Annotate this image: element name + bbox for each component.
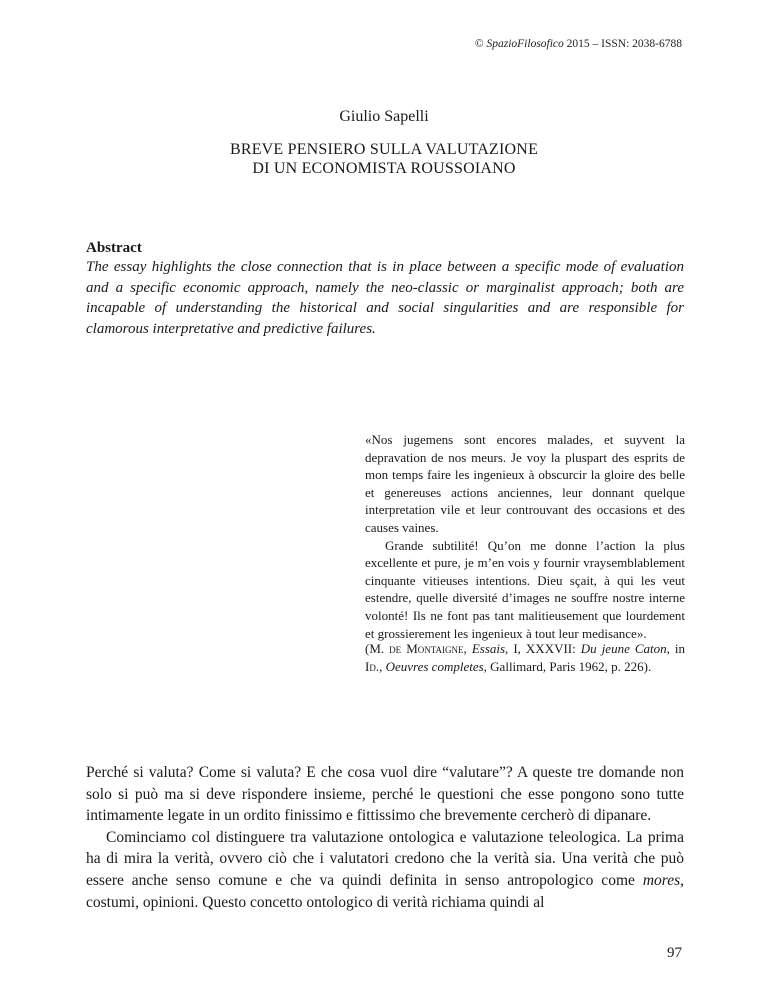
citation-tail: , Gallimard, Paris 1962, p. 226).: [483, 658, 652, 674]
journal-header: [475, 38, 682, 50]
body-paragraph-2: [86, 827, 684, 913]
page-number: 97: [667, 945, 682, 961]
article-body: [86, 762, 684, 913]
copyright-symbol: ©: [474, 38, 484, 50]
author-name: Giulio Sapelli: [339, 108, 429, 125]
body-paragraph-2-italic: mores: [642, 871, 681, 889]
journal-name: SpazioFilosofico: [486, 38, 564, 50]
citation-in: , in: [666, 641, 686, 656]
body-paragraph-1: Perché si valuta? Come si valuta? E che cosa vuol dire “valutare”? A queste tre domande non solo si può ma si deve rispondere insieme, perché le questioni che esse pongono sono tutte intimamente legate in un ordito finissimo e fittissimo che brevemente cercherò di dipanare.: [86, 764, 684, 825]
citation-collection: Oeuvres completes: [385, 658, 484, 674]
epigraph-quote: [365, 431, 685, 642]
citation-sep-1: ,: [463, 641, 467, 656]
body-paragraph-2-start: Cominciamo col distinguere tra valutazione ontologica e valutazione teleologica. La prima ha di mira la verità, ovvero ciò che i valutatori credono che la verità sia. Una verità che può essere anche senso comune e che va quindi definita in senso antropologico come: [86, 828, 684, 889]
citation-work: Essais: [471, 641, 506, 656]
body-paragraph-2-end: , costumi, opinioni. Questo concetto ontologico di verità richiama quindi al: [86, 871, 685, 911]
issn: 2015 – ISSN: 2038-6788: [566, 38, 682, 50]
title-line-1: BREVE PENSIERO SULLA VALUTAZIONE: [229, 141, 539, 158]
citation-sep-2: ,: [379, 658, 383, 674]
citation-ibid: Id.: [365, 658, 380, 674]
article-title: [0, 140, 768, 178]
citation-chapter: Du jeune Caton: [580, 641, 667, 656]
abstract-heading: Abstract: [86, 240, 142, 256]
citation-open: (M.: [365, 641, 385, 656]
abstract-text: The essay highlights the close connection that is in place between a specific mode of evaluation and a specific economic approach, namely the neo-classic or marginalist approach; both are incapable of understanding the historical and social singularities and are responsible for clamorous interpretative and predictive failures.: [86, 259, 684, 337]
epigraph-citation: [365, 640, 685, 675]
epigraph-paragraph-1: «Nos jugemens sont encores malades, et suyvent la depravation de nos meurs. Je voy la pluspart des esprits de mon temps faire les ingenieux à obscurcir la gloire des belle et genereuses actions anciennes, leur donnant quelque interpretation vile et leur controuvant des occasions et des causes vaines.: [365, 432, 685, 535]
citation-author: de Montaigne: [389, 641, 464, 656]
citation-ref: , I, XXXVII:: [505, 641, 576, 656]
epigraph-paragraph-2: Grande subtilité! Qu’on me donne l’action la plus excellente et pure, je m’en vois y fournir vraysemblablement cinquante vitieuses intentions. Dieu sçait, à qui les veut estendre, quelle diversité d’images ne souffre nostre interne volonté! Ils ne font pas tant malitieusement que lourdement et grossierement les ingenieux à tout leur medisance».: [365, 537, 685, 641]
title-line-2: DI UN ECONOMISTA ROUSSOIANO: [252, 160, 516, 177]
